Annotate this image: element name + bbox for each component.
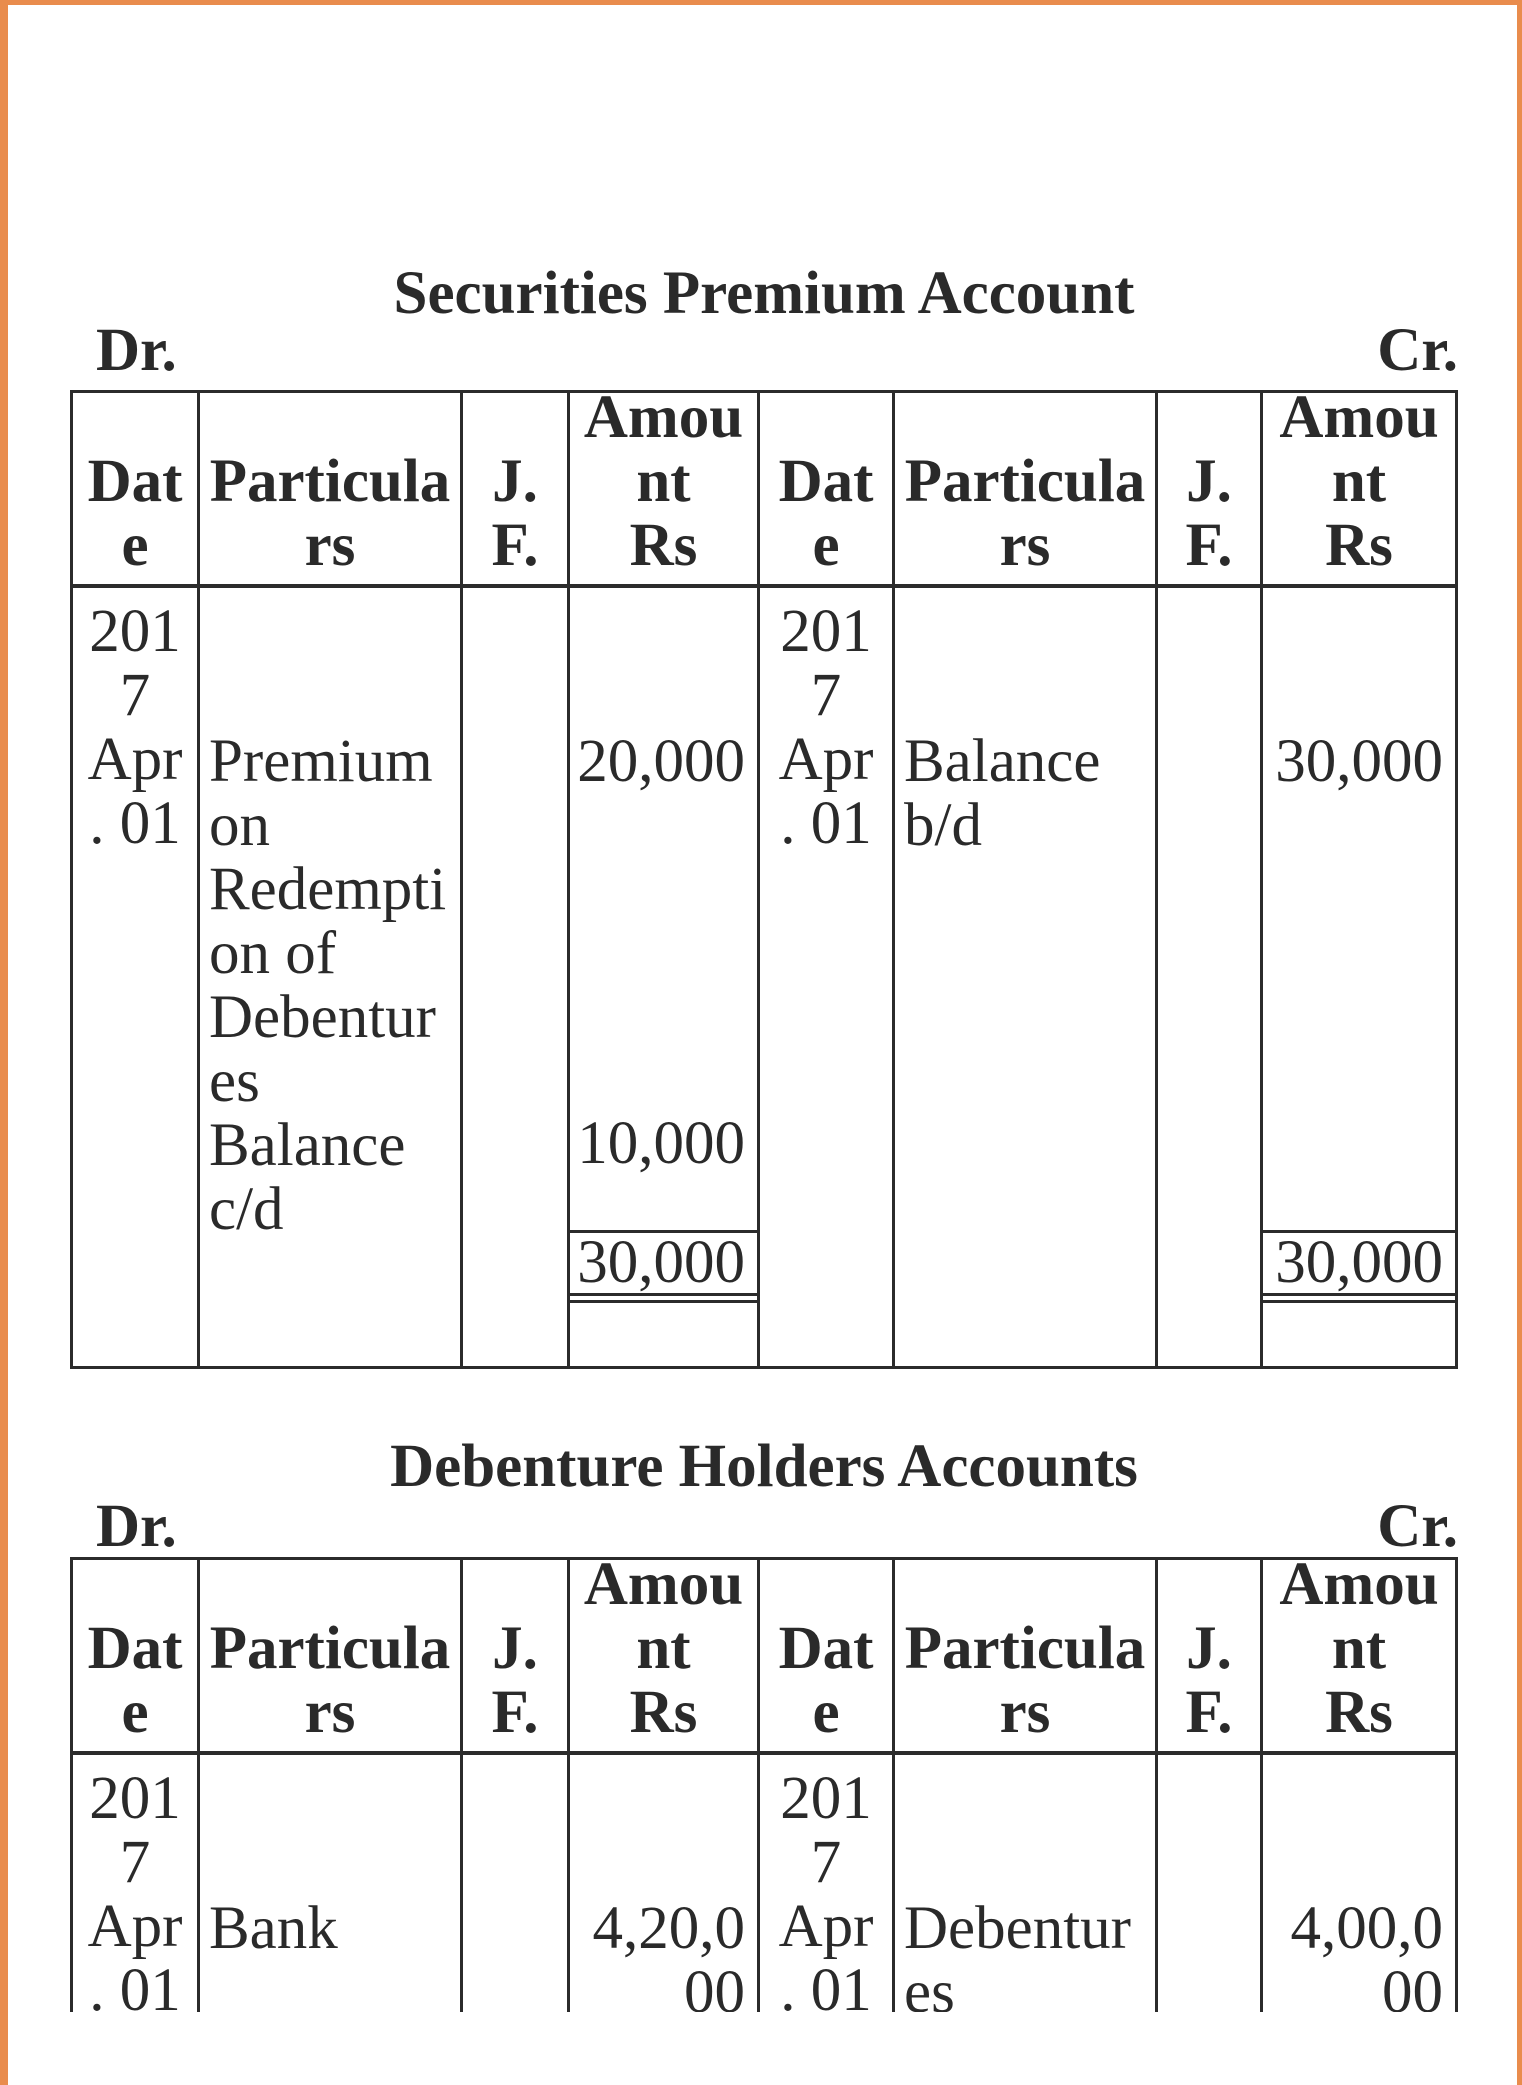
header-line: e xyxy=(121,512,149,579)
dr-label: Dr. xyxy=(96,1493,177,1560)
date-line: . 01 xyxy=(780,1957,872,2012)
account2-debit-amount-header xyxy=(570,1560,760,1755)
header-line: J. xyxy=(492,448,538,515)
account1-credit-particulars-cell xyxy=(895,588,1158,1366)
header-line: J. xyxy=(492,1615,538,1682)
cr-label: Cr. xyxy=(1377,317,1458,384)
account1-title: Securities Premium Account xyxy=(393,260,1135,327)
particulars-line: on xyxy=(209,792,270,859)
account1-credit-particulars-header xyxy=(895,393,1158,588)
particulars-line: es xyxy=(904,1959,955,2012)
account2-credit-date-cell xyxy=(760,1755,895,2012)
particulars-line: b/d xyxy=(904,792,982,859)
account1-credit-amount-cell xyxy=(1263,588,1455,1366)
account1-debit-date-cell xyxy=(73,588,200,1366)
account2-credit-particulars-cell xyxy=(895,1755,1158,2012)
date-line: Apr xyxy=(87,1893,183,1960)
header-line: Amou xyxy=(1279,393,1439,451)
account1-credit-date-header xyxy=(760,393,895,588)
particulars-line: Premium xyxy=(209,728,433,795)
total-value: 30,000 xyxy=(577,1229,745,1296)
debit-total-box xyxy=(570,1230,757,1303)
account2-debit-particulars-cell xyxy=(200,1755,463,2012)
header-line: Particula xyxy=(904,448,1146,515)
header-line: rs xyxy=(304,512,356,579)
header-line: F. xyxy=(491,1679,539,1746)
date-line: 7 xyxy=(810,1829,842,1896)
particulars-line: Balance xyxy=(904,728,1101,795)
account1-debit-particulars-cell xyxy=(200,588,463,1366)
header-line: rs xyxy=(304,1679,356,1746)
header-line: Amou xyxy=(1279,1560,1439,1618)
account1-table xyxy=(70,390,1458,1369)
account2-title: Debenture Holders Accounts xyxy=(390,1433,1138,1500)
amount-value: 30,000 xyxy=(1275,728,1443,795)
date-line: 7 xyxy=(119,662,151,729)
header-line: rs xyxy=(999,512,1051,579)
header-line: e xyxy=(812,512,840,579)
header-line: nt xyxy=(1331,448,1387,515)
amount-value: 20,000 xyxy=(577,728,745,795)
particulars-line: Bank xyxy=(209,1895,338,1962)
header-line: F. xyxy=(1185,512,1233,579)
header-line: Dat xyxy=(778,1615,874,1682)
header-line: Dat xyxy=(87,448,183,515)
particulars-line: c/d xyxy=(209,1176,284,1243)
account1-credit-date-cell xyxy=(760,588,895,1366)
header-line: Amou xyxy=(583,1560,744,1618)
header-line: Dat xyxy=(87,1615,183,1682)
date-line: 201 xyxy=(780,598,872,665)
header-line: Rs xyxy=(629,512,698,579)
account1-debit-jf-cell xyxy=(463,588,570,1366)
date-line: 201 xyxy=(780,1765,872,1832)
account1-debit-amount-cell xyxy=(570,588,760,1366)
account2-credit-jf-cell xyxy=(1158,1755,1263,2012)
dr-label: Dr. xyxy=(96,317,177,384)
amount-entries xyxy=(570,588,757,1230)
particulars-line: on of xyxy=(209,920,337,987)
date-line: 201 xyxy=(89,598,181,665)
date-line: 7 xyxy=(119,1829,151,1896)
header-line: Dat xyxy=(778,448,874,515)
particulars-line: Debentur xyxy=(209,984,436,1051)
header-line: Rs xyxy=(629,1679,698,1746)
date-line: 7 xyxy=(810,662,842,729)
header-line: nt xyxy=(1331,1615,1387,1682)
account2-debit-particulars-header xyxy=(200,1560,463,1755)
header-line: nt xyxy=(636,1615,691,1682)
header-line: Particula xyxy=(904,1615,1146,1682)
bottom-strip xyxy=(1263,1303,1455,1366)
account1-drcr-row xyxy=(70,319,1458,383)
amount-entries xyxy=(1263,588,1455,1230)
header-line: Rs xyxy=(1325,512,1393,579)
particulars-line: Debentur xyxy=(904,1895,1131,1962)
bottom-strip xyxy=(570,1303,757,1366)
account1-debit-particulars-header xyxy=(200,393,463,588)
date-line: Apr xyxy=(778,1893,874,1960)
total-value: 30,000 xyxy=(1275,1229,1443,1296)
account1-credit-jf-header xyxy=(1158,393,1263,588)
header-line: Amou xyxy=(583,393,744,451)
account2-table xyxy=(70,1557,1458,2012)
header-line: nt xyxy=(636,448,691,515)
header-line: Particula xyxy=(209,448,451,515)
account2-credit-amount-header xyxy=(1263,1560,1455,1755)
particulars-line: Balance xyxy=(209,1112,406,1179)
amount-value: 10,000 xyxy=(577,1110,745,1177)
account1-credit-jf-cell xyxy=(1158,588,1263,1366)
account1-debit-jf-header xyxy=(463,393,570,588)
date-line: Apr xyxy=(778,726,874,793)
date-line: Apr xyxy=(87,726,183,793)
date-line: 201 xyxy=(89,1765,181,1832)
account2-debit-amount-cell xyxy=(570,1755,760,2012)
particulars-line: Redempti xyxy=(209,856,447,923)
account1-debit-date-header xyxy=(73,393,200,588)
account2-debit-date-cell xyxy=(73,1755,200,2012)
header-line: J. xyxy=(1186,1615,1232,1682)
account1-credit-amount-header xyxy=(1263,393,1455,588)
account2-credit-jf-header xyxy=(1158,1560,1263,1755)
account2-credit-date-header xyxy=(760,1560,895,1755)
amount-value: 00 xyxy=(684,1959,745,2012)
header-line: e xyxy=(812,1679,840,1746)
account2-debit-date-header xyxy=(73,1560,200,1755)
header-line: Particula xyxy=(209,1615,451,1682)
date-line: . 01 xyxy=(89,1957,181,2012)
account1-debit-amount-header xyxy=(570,393,760,588)
header-line: F. xyxy=(1185,1679,1233,1746)
header-line: J. xyxy=(1186,448,1232,515)
amount-value: 4,20,0 xyxy=(592,1895,745,1962)
account2-debit-jf-header xyxy=(463,1560,570,1755)
header-line: e xyxy=(121,1679,149,1746)
date-line: . 01 xyxy=(89,790,181,857)
header-line: Rs xyxy=(1325,1679,1393,1746)
account2-credit-amount-cell xyxy=(1263,1755,1455,2012)
header-line: rs xyxy=(999,1679,1051,1746)
account2-drcr-row xyxy=(70,1495,1458,1559)
particulars-line: es xyxy=(209,1048,260,1115)
credit-total-box xyxy=(1263,1230,1455,1303)
cr-label: Cr. xyxy=(1377,1493,1458,1560)
amount-value: 4,00,0 xyxy=(1290,1895,1443,1962)
date-line: . 01 xyxy=(780,790,872,857)
amount-value: 00 xyxy=(1382,1959,1443,2012)
header-line: F. xyxy=(491,512,539,579)
account2-debit-jf-cell xyxy=(463,1755,570,2012)
account2-credit-particulars-header xyxy=(895,1560,1158,1755)
